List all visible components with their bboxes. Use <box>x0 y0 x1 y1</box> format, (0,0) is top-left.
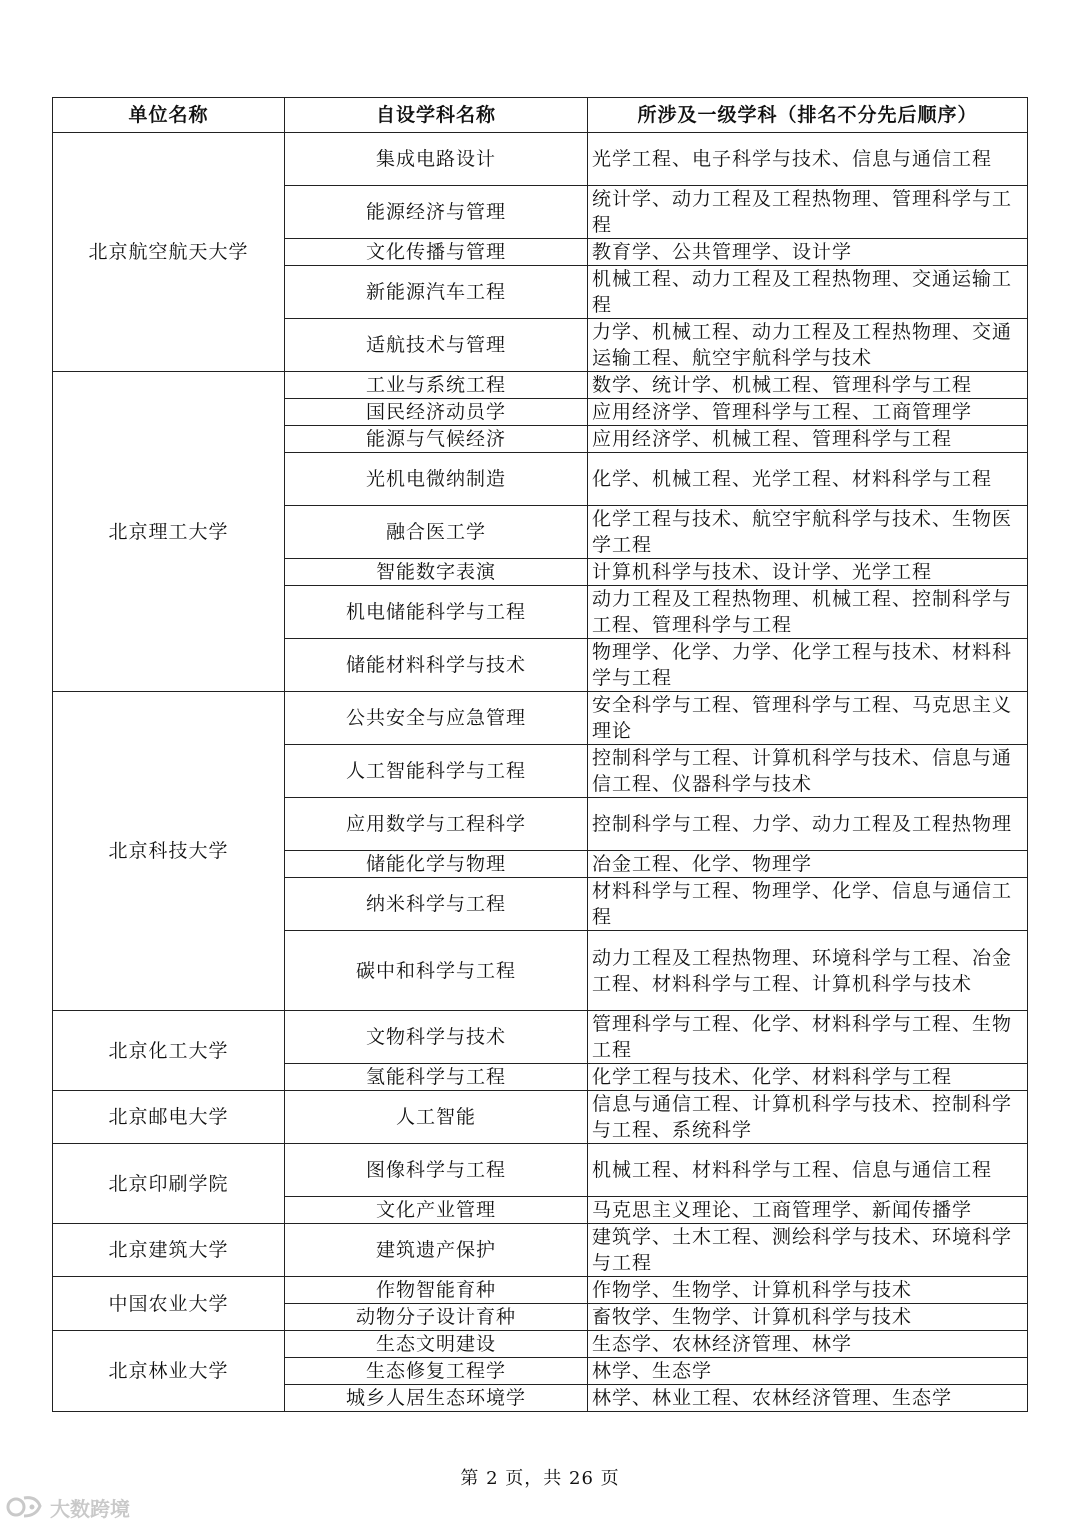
watermark <box>6 1492 130 1522</box>
subject-name-cell: 文化传播与管理 <box>285 239 588 266</box>
unit-name-cell: 北京林业大学 <box>53 1331 285 1412</box>
disciplines-cell: 计算机科学与技术、设计学、光学工程 <box>588 559 1028 586</box>
disciplines-cell: 马克思主义理论、工商管理学、新闻传播学 <box>588 1197 1028 1224</box>
table-row <box>53 1331 1028 1358</box>
subject-name-cell: 智能数字表演 <box>285 559 588 586</box>
table-row <box>53 692 1028 745</box>
disciplines-cell: 控制科学与工程、计算机科学与技术、信息与通信工程、仪器科学与技术 <box>588 745 1028 798</box>
disciplines-cell: 冶金工程、化学、物理学 <box>588 851 1028 878</box>
table-row <box>53 1144 1028 1197</box>
table-row <box>53 1091 1028 1144</box>
disciplines-cell: 化学工程与技术、航空宇航科学与技术、生物医学工程 <box>588 506 1028 559</box>
subject-name-cell: 动物分子设计育种 <box>285 1304 588 1331</box>
disciplines-cell: 林学、生态学 <box>588 1358 1028 1385</box>
disciplines-cell: 统计学、动力工程及工程热物理、管理科学与工程 <box>588 186 1028 239</box>
subject-name-cell: 纳米科学与工程 <box>285 878 588 931</box>
subject-name-cell: 作物智能育种 <box>285 1277 588 1304</box>
disciplines-cell: 林学、林业工程、农林经济管理、生态学 <box>588 1385 1028 1412</box>
table-row <box>53 372 1028 399</box>
subject-name-cell: 能源与气候经济 <box>285 426 588 453</box>
subject-name-cell: 储能材料科学与技术 <box>285 639 588 692</box>
page-footer: 第 2 页，共 26 页 <box>460 1468 620 1489</box>
disciplines-cell: 作物学、生物学、计算机科学与技术 <box>588 1277 1028 1304</box>
subject-name-cell: 氢能科学与工程 <box>285 1064 588 1091</box>
disciplines-cell: 建筑学、土木工程、测绘科学与技术、环境科学与工程 <box>588 1224 1028 1277</box>
watermark-logo-icon <box>6 1494 46 1520</box>
disciplines-cell: 教育学、公共管理学、设计学 <box>588 239 1028 266</box>
watermark-text: 大数跨境 <box>50 1496 130 1521</box>
subject-name-cell: 文物科学与技术 <box>285 1011 588 1064</box>
subject-name-cell: 集成电路设计 <box>285 133 588 186</box>
table-row <box>53 1277 1028 1304</box>
subject-name-cell: 人工智能 <box>285 1091 588 1144</box>
subject-name-cell: 图像科学与工程 <box>285 1144 588 1197</box>
subject-name-cell: 应用数学与工程科学 <box>285 798 588 851</box>
subject-name-cell: 融合医工学 <box>285 506 588 559</box>
disciplines-cell: 管理科学与工程、化学、材料科学与工程、生物工程 <box>588 1011 1028 1064</box>
subject-name-cell: 建筑遗产保护 <box>285 1224 588 1277</box>
subject-name-cell: 国民经济动员学 <box>285 399 588 426</box>
unit-name-cell: 中国农业大学 <box>53 1277 285 1331</box>
disciplines-cell: 化学、机械工程、光学工程、材料科学与工程 <box>588 453 1028 506</box>
subject-name-cell: 新能源汽车工程 <box>285 266 588 319</box>
header-unit: 单位名称 <box>53 98 285 133</box>
disciplines-cell: 畜牧学、生物学、计算机科学与技术 <box>588 1304 1028 1331</box>
subject-name-cell: 人工智能科学与工程 <box>285 745 588 798</box>
header-subject: 自设学科名称 <box>285 98 588 133</box>
subject-name-cell: 储能化学与物理 <box>285 851 588 878</box>
disciplines-cell: 光学工程、电子科学与技术、信息与通信工程 <box>588 133 1028 186</box>
subject-name-cell: 适航技术与管理 <box>285 319 588 372</box>
unit-name-cell: 北京航空航天大学 <box>53 133 285 372</box>
unit-name-cell: 北京科技大学 <box>53 692 285 1011</box>
disciplines-cell: 数学、统计学、机械工程、管理科学与工程 <box>588 372 1028 399</box>
subject-name-cell: 文化产业管理 <box>285 1197 588 1224</box>
disciplines-cell: 机械工程、动力工程及工程热物理、交通运输工程 <box>588 266 1028 319</box>
disciplines-table <box>52 97 1028 1412</box>
unit-name-cell: 北京化工大学 <box>53 1011 285 1091</box>
disciplines-cell: 信息与通信工程、计算机科学与技术、控制科学与工程、系统科学 <box>588 1091 1028 1144</box>
unit-name-cell: 北京邮电大学 <box>53 1091 285 1144</box>
disciplines-cell: 生态学、农林经济管理、林学 <box>588 1331 1028 1358</box>
disciplines-cell: 机械工程、材料科学与工程、信息与通信工程 <box>588 1144 1028 1197</box>
disciplines-cell: 控制科学与工程、力学、动力工程及工程热物理 <box>588 798 1028 851</box>
subject-name-cell: 生态文明建设 <box>285 1331 588 1358</box>
subject-name-cell: 生态修复工程学 <box>285 1358 588 1385</box>
disciplines-cell: 物理学、化学、力学、化学工程与技术、材料科学与工程 <box>588 639 1028 692</box>
disciplines-cell: 动力工程及工程热物理、环境科学与工程、冶金工程、材料科学与工程、计算机科学与技术 <box>588 931 1028 1011</box>
unit-name-cell: 北京理工大学 <box>53 372 285 692</box>
subject-name-cell: 光机电微纳制造 <box>285 453 588 506</box>
unit-name-cell: 北京印刷学院 <box>53 1144 285 1224</box>
disciplines-cell: 应用经济学、管理科学与工程、工商管理学 <box>588 399 1028 426</box>
disciplines-cell: 应用经济学、机械工程、管理科学与工程 <box>588 426 1028 453</box>
disciplines-cell: 材料科学与工程、物理学、化学、信息与通信工程 <box>588 878 1028 931</box>
table-row <box>53 1011 1028 1064</box>
subject-name-cell: 能源经济与管理 <box>285 186 588 239</box>
subject-name-cell: 城乡人居生态环境学 <box>285 1385 588 1412</box>
disciplines-cell: 动力工程及工程热物理、机械工程、控制科学与工程、管理科学与工程 <box>588 586 1028 639</box>
unit-name-cell: 北京建筑大学 <box>53 1224 285 1277</box>
disciplines-cell: 安全科学与工程、管理科学与工程、马克思主义理论 <box>588 692 1028 745</box>
disciplines-cell: 力学、机械工程、动力工程及工程热物理、交通运输工程、航空宇航科学与技术 <box>588 319 1028 372</box>
subject-name-cell: 碳中和科学与工程 <box>285 931 588 1011</box>
disciplines-cell: 化学工程与技术、化学、材料科学与工程 <box>588 1064 1028 1091</box>
header-disciplines: 所涉及一级学科（排名不分先后顺序） <box>588 98 1028 133</box>
table-row <box>53 133 1028 186</box>
subject-name-cell: 工业与系统工程 <box>285 372 588 399</box>
table-row <box>53 1224 1028 1277</box>
table-header-row <box>53 98 1028 133</box>
subject-name-cell: 机电储能科学与工程 <box>285 586 588 639</box>
subject-name-cell: 公共安全与应急管理 <box>285 692 588 745</box>
